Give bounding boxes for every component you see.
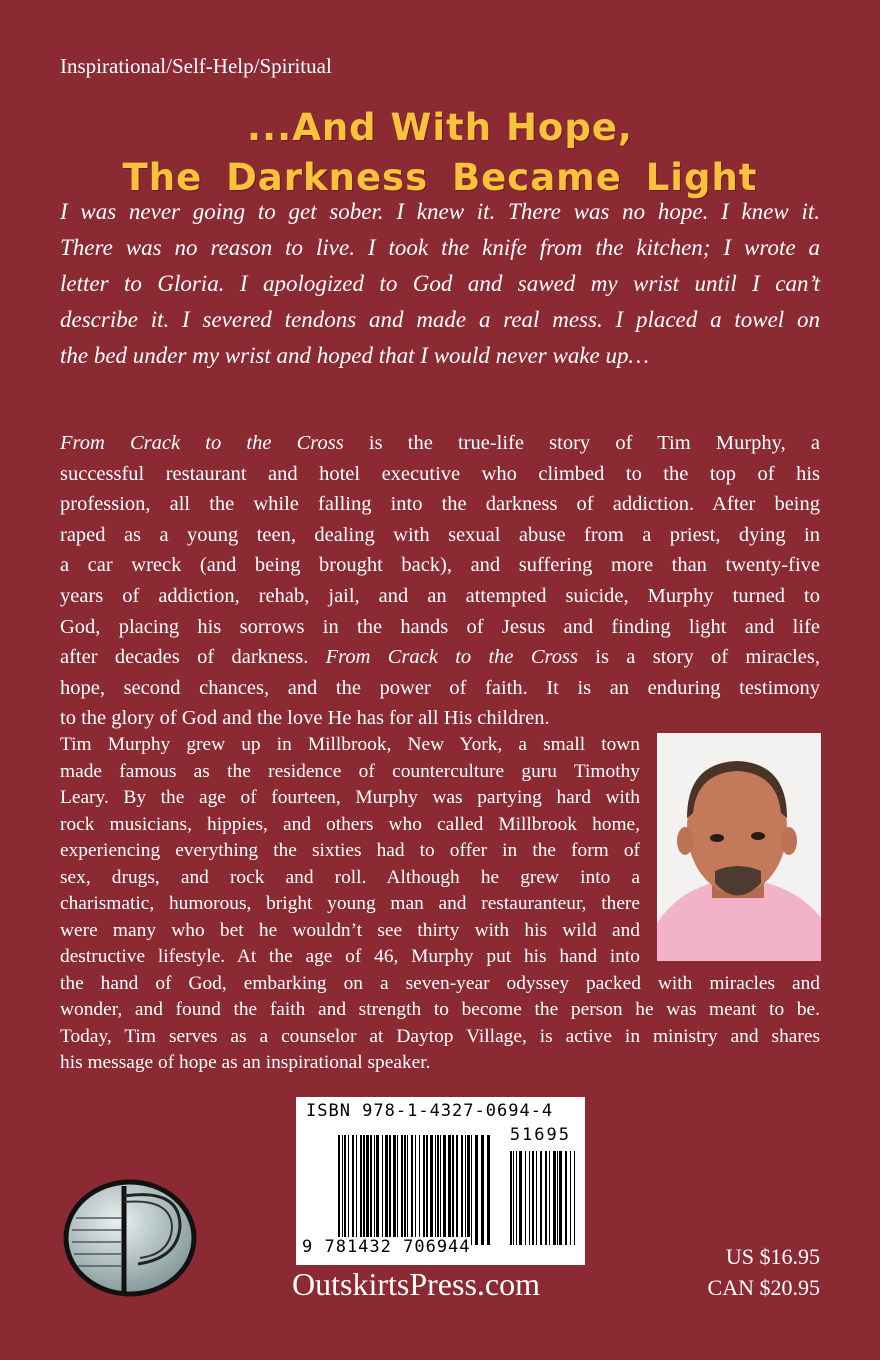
barcode-bar — [385, 1135, 388, 1245]
text-line — [60, 642, 820, 673]
text-line — [60, 459, 820, 490]
text-segment: God, placing his sorrows in the hands of Jesus and finding light and life — [60, 615, 820, 638]
barcode-bar — [435, 1135, 436, 1245]
addon-bar — [574, 1151, 575, 1245]
barcode-bar — [360, 1135, 362, 1245]
text-line: wonder, and found the faith and strength to become the person he was meant to be. — [60, 999, 820, 1020]
addon-bar — [529, 1151, 530, 1245]
barcode-bar — [461, 1135, 463, 1245]
text-line: I was never going to get sober. I knew it. There was no hope. I knew it. — [60, 199, 820, 224]
barcode-bar — [475, 1135, 478, 1245]
barcode-bar — [465, 1135, 466, 1245]
barcode-bar — [356, 1135, 357, 1245]
ean-digits: 9 781432 706944 — [302, 1237, 471, 1257]
text-line: the hand of God, embarking on a seven-year odyssey packed with miracles and — [60, 972, 820, 994]
barcode-bar — [452, 1135, 454, 1245]
text-segment: successful restaurant and hotel executive who climbed to the top of his — [60, 462, 820, 485]
text-segment: raped as a young teen, dealing with sexual abuse from a priest, dying in — [60, 523, 820, 546]
barcode-bar — [419, 1135, 420, 1245]
text-line: experiencing everything the sixties had to offer in the form of — [60, 840, 640, 861]
barcode-bar — [352, 1135, 354, 1245]
addon-bar — [513, 1151, 514, 1245]
summary-paragraph — [60, 428, 820, 734]
barcode-bar — [440, 1135, 441, 1245]
addon-bar — [565, 1151, 567, 1245]
text-segment: is the true-life story of Tim Murphy, a — [343, 432, 821, 454]
excerpt-paragraph — [60, 194, 820, 374]
text-line — [60, 520, 820, 551]
barcode-bar — [467, 1135, 470, 1245]
barcode-bar — [382, 1135, 383, 1245]
addon-bar — [516, 1151, 517, 1245]
text-line: destructive lifestyle. At the age of 46, Murphy put his hand into — [60, 946, 640, 967]
text-segment: after decades of darkness. — [60, 646, 326, 669]
text-line — [60, 550, 820, 581]
addon-bar — [519, 1151, 522, 1245]
barcode-bar — [456, 1135, 458, 1245]
headline-line-2: The Darkness Became Light — [122, 156, 758, 199]
barcode-bar — [342, 1135, 343, 1245]
barcode-bar — [448, 1135, 451, 1245]
barcode-bar — [344, 1135, 346, 1245]
text-line: his message of hope as an inspirational speaker. — [60, 1052, 431, 1073]
barcode-bar — [481, 1135, 484, 1245]
category-label: Inspirational/Self-Help/Spiritual — [60, 54, 332, 78]
barcode-bar — [404, 1135, 406, 1245]
publisher-website: OutskirtsPress.com — [292, 1266, 540, 1302]
barcode-bar — [430, 1135, 433, 1245]
addon-bar — [549, 1151, 550, 1245]
text-segment: profession, all the while falling into the darkness of addiction. After being — [60, 493, 820, 516]
author-photo — [657, 733, 821, 961]
barcode-bar — [393, 1135, 396, 1245]
barcode-bar — [443, 1135, 446, 1245]
text-segment: a car wreck (and being brought back), and suffering more than twenty-five — [60, 554, 820, 577]
text-line — [60, 581, 820, 612]
text-line: charismatic, humorous, bright young man and restauranteur, there — [60, 893, 640, 914]
addon-bar — [532, 1151, 534, 1245]
text-line: There was no reason to live. I took the knife from the kitchen; I wrote a — [60, 235, 820, 260]
barcode-bar — [370, 1135, 372, 1245]
price-addon-code: 51695 — [509, 1125, 571, 1145]
text-segment: to the glory of God and the love He has for all His children. — [60, 707, 550, 730]
barcode-bar — [426, 1135, 428, 1245]
barcode-bar — [389, 1135, 391, 1245]
text-line — [60, 703, 820, 734]
barcode-bar — [407, 1135, 408, 1245]
addon-bar — [553, 1151, 556, 1245]
text-line: Today, Tim serves as a counselor at Daytop Village, is active in ministry and shares — [60, 1025, 820, 1047]
barcode-bar — [397, 1135, 398, 1245]
text-line: sex, drugs, and rock and roll. Although he grew into a — [60, 866, 640, 888]
text-line: Leary. By the age of fourteen, Murphy was partying hard with — [60, 787, 640, 808]
book-title-italic: From Crack to the Cross — [60, 432, 344, 454]
addon-bar — [536, 1151, 537, 1245]
text-line: Tim Murphy grew up in Millbrook, New York, a small town — [60, 734, 640, 755]
barcode-bar — [411, 1135, 413, 1245]
addon-bar — [557, 1151, 558, 1245]
barcode-bar — [437, 1135, 439, 1245]
barcode-bar — [487, 1135, 490, 1245]
text-line — [60, 673, 820, 704]
text-line — [60, 428, 820, 459]
addon-bar — [525, 1151, 526, 1245]
isbn-barcode — [296, 1097, 585, 1265]
text-line: made famous as the residence of counterculture guru Timothy — [60, 760, 640, 782]
barcode-bar — [376, 1135, 379, 1245]
publisher-logo — [62, 1178, 198, 1298]
addon-bar — [559, 1151, 562, 1245]
barcode-bar — [401, 1135, 403, 1245]
text-segment: is a story of miracles, — [577, 646, 820, 669]
barcode-bar — [415, 1135, 416, 1245]
text-line — [60, 612, 820, 643]
barcode-bar — [366, 1135, 369, 1245]
text-line: describe it. I severed tendons and made a real mess. I placed a towel on — [60, 307, 820, 332]
isbn-text: ISBN 978-1-4327-0694-4 — [306, 1101, 554, 1121]
addon-bar — [570, 1151, 571, 1245]
headline-line-1: ...And With Hope, — [247, 106, 633, 149]
barcode-bar — [338, 1135, 340, 1245]
text-line: were many who bet he wouldn’t see thirty with his wild and — [60, 919, 640, 941]
barcode-bar — [471, 1135, 472, 1245]
addon-bar — [545, 1151, 547, 1245]
text-line: rock musicians, hippies, and others who called Millbrook home, — [60, 813, 640, 835]
barcode-bar — [374, 1135, 375, 1245]
barcode-bar — [363, 1135, 365, 1245]
text-segment: hope, second chances, and the power of faith. It is an enduring testimony — [60, 676, 820, 699]
book-title-italic: From Crack to the Cross — [325, 646, 578, 669]
text-line — [60, 489, 820, 520]
text-line: the bed under my wrist and hoped that I would never wake up… — [60, 343, 649, 368]
price-can: CAN $20.95 — [707, 1275, 820, 1300]
addon-bar — [540, 1151, 542, 1245]
text-line: letter to Gloria. I apologized to God and sawed my wrist until I can’t — [60, 271, 820, 296]
text-segment: years of addiction, rehab, jail, and an attempted suicide, Murphy turned to — [60, 584, 820, 607]
barcode-bar — [348, 1135, 349, 1245]
barcode-bar — [423, 1135, 425, 1245]
price-us: US $16.95 — [725, 1244, 820, 1269]
addon-bar — [510, 1151, 512, 1245]
